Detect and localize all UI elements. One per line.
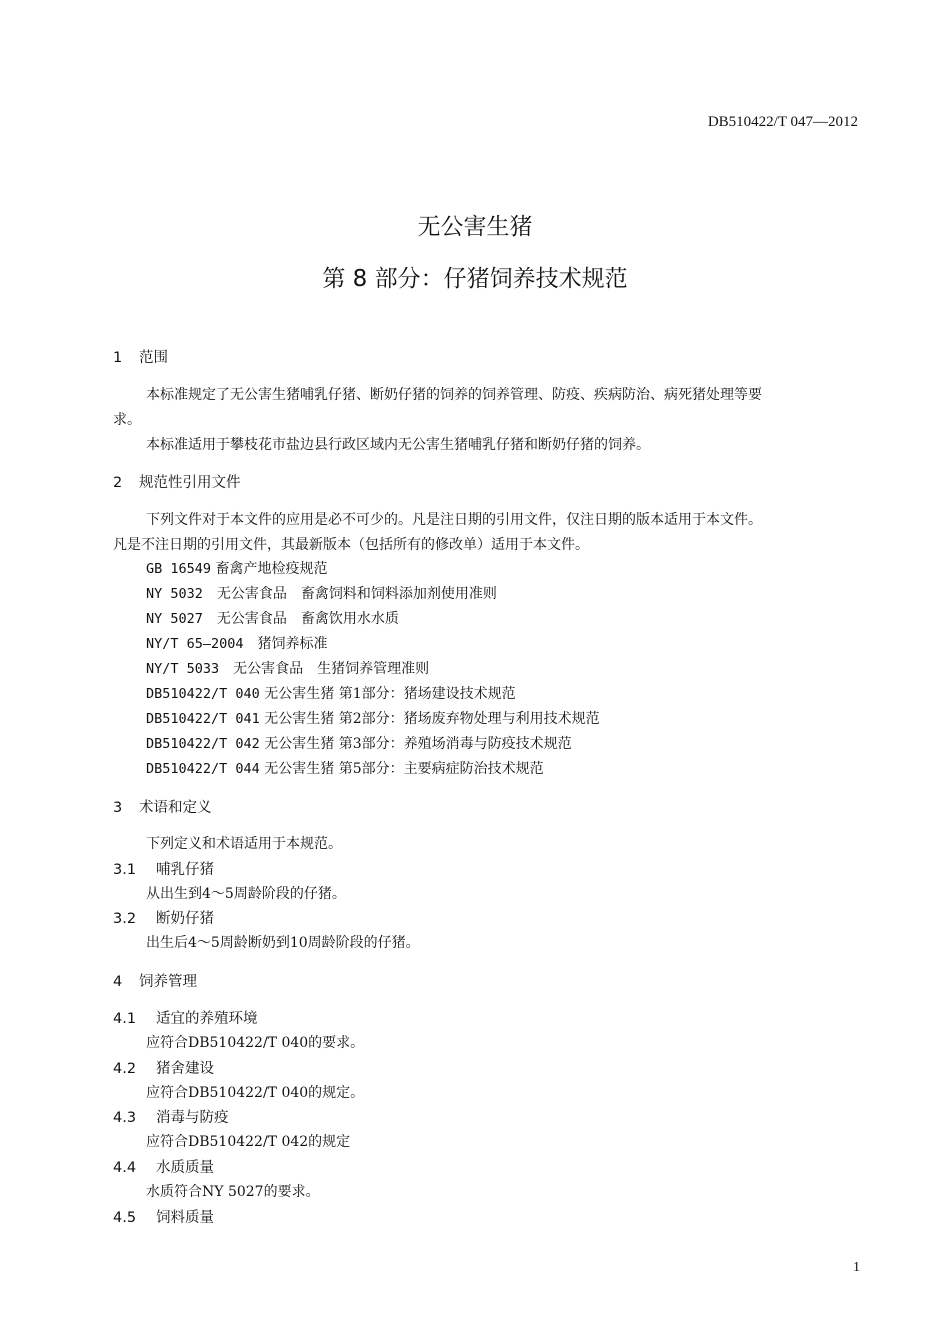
section-title: 规范性引用文件 bbox=[139, 475, 241, 491]
subsection-number: 4.4 bbox=[113, 1160, 137, 1176]
paragraph: 下列文件对于本文件的应用是必不可少的。凡是注日期的引用文件，仅注日期的版本适用于本文件。 bbox=[146, 512, 762, 528]
paragraph: 应符合DB510422/T 040的要求。 bbox=[146, 1035, 365, 1051]
reference-item bbox=[146, 708, 600, 728]
reference-item bbox=[146, 583, 497, 603]
subsection-number: 3.2 bbox=[113, 911, 137, 927]
section-title: 饲养管理 bbox=[139, 974, 197, 990]
reference-code: DB510422/T 041 bbox=[146, 711, 260, 727]
paragraph: 应符合DB510422/T 042的规定 bbox=[146, 1134, 351, 1150]
subsection-number: 4.3 bbox=[113, 1110, 137, 1126]
subsection-title: 水质质量 bbox=[156, 1160, 214, 1176]
reference-item bbox=[146, 608, 399, 628]
subsection-heading bbox=[113, 907, 214, 928]
subsection-heading bbox=[113, 1106, 229, 1127]
section-title: 术语和定义 bbox=[139, 800, 212, 816]
subsection-title: 饲料质量 bbox=[156, 1210, 214, 1226]
paragraph: 本标准规定了无公害生猪哺乳仔猪、断奶仔猪的饲养的饲养管理、防疫、疾病防治、病死猪处理等要 bbox=[146, 387, 762, 403]
paragraph: 本标准适用于攀枝花市盐边县行政区域内无公害生猪哺乳仔猪和断奶仔猪的饲养。 bbox=[146, 437, 650, 453]
reference-name: 无公害生猪 第2部分：猪场废弃物处理与利用技术规范 bbox=[264, 711, 600, 727]
reference-code: DB510422/T 044 bbox=[146, 761, 260, 777]
reference-name: 无公害生猪 第3部分：养殖场消毒与防疫技术规范 bbox=[264, 736, 572, 752]
paragraph: 出生后4～5周龄断奶到10周龄阶段的仔猪。 bbox=[146, 935, 420, 951]
section-2-heading bbox=[113, 471, 241, 492]
reference-item bbox=[146, 633, 328, 653]
reference-item bbox=[146, 683, 516, 703]
reference-name: 无公害食品 生猪饲养管理准则 bbox=[233, 661, 430, 677]
subsection-number: 4.2 bbox=[113, 1061, 137, 1077]
paragraph: 下列定义和术语适用于本规范。 bbox=[146, 836, 342, 852]
section-title: 范围 bbox=[139, 350, 168, 366]
reference-name: 猪饲养标准 bbox=[257, 636, 328, 652]
reference-code: NY 5027 bbox=[146, 611, 203, 627]
reference-name: 无公害生猪 第1部分：猪场建设技术规范 bbox=[264, 686, 516, 702]
paragraph: 凡是不注日期的引用文件，其最新版本（包括所有的修改单）适用于本文件。 bbox=[113, 537, 589, 553]
section-number: 3 bbox=[113, 800, 123, 816]
section-number: 4 bbox=[113, 974, 123, 990]
reference-item bbox=[146, 658, 429, 678]
reference-name: 无公害食品 畜禽饲料和饲料添加剂使用准则 bbox=[216, 586, 497, 602]
reference-code: DB510422/T 040 bbox=[146, 686, 260, 702]
subsection-number: 3.1 bbox=[113, 862, 137, 878]
section-1-heading bbox=[113, 346, 168, 367]
subsection-heading bbox=[113, 1007, 258, 1028]
paragraph: 求。 bbox=[113, 412, 141, 428]
standard-number: DB510422/T 047—2012 bbox=[707, 114, 858, 130]
subsection-title: 消毒与防疫 bbox=[156, 1110, 229, 1126]
paragraph: 从出生到4～5周龄阶段的仔猪。 bbox=[146, 886, 346, 902]
subsection-title: 断奶仔猪 bbox=[156, 911, 214, 927]
reference-name: 无公害食品 畜禽饮用水水质 bbox=[216, 611, 399, 627]
subsection-heading bbox=[113, 1156, 214, 1177]
section-number: 2 bbox=[113, 475, 123, 491]
subsection-number: 4.1 bbox=[113, 1011, 137, 1027]
reference-code: NY/T 65—2004 bbox=[146, 636, 244, 652]
document-title: 无公害生猪 bbox=[417, 214, 533, 240]
reference-item bbox=[146, 558, 327, 578]
reference-item bbox=[146, 733, 572, 753]
subsection-heading bbox=[113, 1206, 214, 1227]
section-number: 1 bbox=[113, 350, 123, 366]
section-3-heading bbox=[113, 796, 212, 817]
section-4-heading bbox=[113, 970, 197, 991]
subsection-title: 哺乳仔猪 bbox=[156, 862, 214, 878]
document-subtitle: 第 8 部分：仔猪饲养技术规范 bbox=[322, 266, 628, 292]
reference-item bbox=[146, 758, 544, 778]
subsection-title: 猪舍建设 bbox=[156, 1061, 214, 1077]
subsection-heading bbox=[113, 858, 214, 879]
reference-code: DB510422/T 042 bbox=[146, 736, 260, 752]
paragraph: 应符合DB510422/T 040的规定。 bbox=[146, 1085, 365, 1101]
reference-name: 无公害生猪 第5部分：主要病症防治技术规范 bbox=[264, 761, 544, 777]
reference-code: NY/T 5033 bbox=[146, 661, 220, 677]
paragraph: 水质符合NY 5027的要求。 bbox=[146, 1184, 320, 1200]
page-number: 1 bbox=[853, 1260, 860, 1275]
subsection-number: 4.5 bbox=[113, 1210, 137, 1226]
subsection-heading bbox=[113, 1057, 214, 1078]
reference-code: GB 16549 bbox=[146, 561, 212, 577]
subsection-title: 适宜的养殖环境 bbox=[156, 1011, 258, 1027]
reference-code: NY 5032 bbox=[146, 586, 203, 602]
reference-name: 畜禽产地检疫规范 bbox=[215, 561, 328, 577]
